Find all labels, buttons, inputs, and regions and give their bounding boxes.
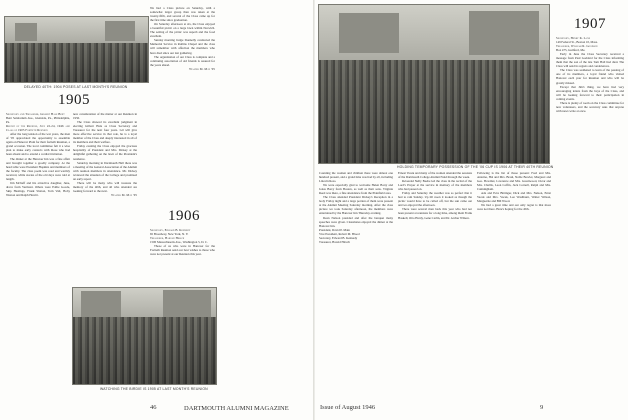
column-1905-middle bbox=[73, 112, 137, 282]
column-1905-right bbox=[150, 6, 215, 202]
photo-caption-1905: WATCHING THE BIRDIE IS 1905 AT LAST MONTH'S REUNION bbox=[100, 387, 208, 391]
column-1906-a bbox=[319, 171, 393, 399]
issue-line: Issue of August 1946 bbox=[320, 404, 376, 411]
reunion-photo-1905 bbox=[72, 287, 217, 385]
paragraph: We had a Class picture on Saturday, with a somewhat larger group than was taken at the twenty-fifth, and several of the Class came up for the first time since graduation. bbox=[150, 6, 215, 23]
signature: Walter M. May '05 bbox=[111, 192, 137, 197]
paragraph: Sunday morning Judge Donnelly conducted the Memorial Service in Rollins Chapel and the class will remember with affection the members who have died since our last gathering. bbox=[150, 38, 215, 55]
paragraph: The Class attended President Dickey's Reception in a body Friday night and a large portion of them were present at the Alumni Meeting Saturday morning. After the class picture we took Saturday afternoon, the members were entertained by the Hanover Inn Thursday evening. bbox=[319, 195, 393, 216]
paragraph: There is plenty of room on the Class committee for new volunteers, and the secretary asks that anyone with news write at once. bbox=[556, 100, 624, 113]
class-year-heading-1905: 1905 bbox=[58, 92, 90, 108]
class-year-heading-1906: 1906 bbox=[168, 208, 200, 224]
photo-caption-1906: HOLDING TEMPORARY POSSESSION OF THE '06 CUP IS 1906 AT THEIR 40TH REUNION bbox=[397, 165, 554, 169]
column-1906-c bbox=[477, 171, 551, 399]
paragraph: Counting the women and children there were almost one hundred present, and a grand time was had by all, including Lincoln Ross. bbox=[319, 171, 393, 184]
column-1906-intro bbox=[150, 228, 215, 284]
secretary-address: 65 Broadway, New York, N. Y. bbox=[150, 232, 189, 237]
secretary-line: Secretary, Edward B. Kennedy bbox=[150, 228, 191, 232]
paragraph: Except that Jim's thing, we have had very encouraging letters from the boys of the Class, and will be looking forward to their participation in coming events. bbox=[556, 84, 624, 101]
paragraph: Ernest Vacek and many of the women attended the sessions of the Dartmouth College Alumni Fund through the week. bbox=[398, 171, 472, 180]
secretary-line: Secretary, Henry K. Lane bbox=[556, 36, 591, 40]
treasurer-address: Box 475, Guilford, Me. bbox=[556, 48, 586, 53]
paragraph: Ada and Ezra Bittinger, Dick and Mrs. Nelson, Ernst Vacek and Mrs. Vacek, Lee Washburn, Walter Wilson, Marguerite and Bill Wood. bbox=[477, 191, 551, 204]
paragraph: Those of us who were in Hanover for the Fortieth Reunion send our best wishes to those who were not present at our Reunion this year. bbox=[150, 244, 215, 257]
officer-line: Vice President, Robert M. Blood bbox=[319, 231, 360, 236]
paragraph: After the long tension of the war years, the men of '05 appreciated the opportunity to assemble again on Hanover Plain for their fortieth Reunion, a grand occasion. The local committee felt it a wise plan to make early contacts with those who had been absent and to extend a cordial invitation. bbox=[6, 132, 70, 157]
secretary-address: Bent Sanitarium Ave., Glenside, Pa., Philadelphia, Pa. bbox=[6, 116, 70, 125]
treasurer-line: Treasurer, Harold Hirsch bbox=[150, 236, 185, 241]
paragraph: Jim Mcbuff and his attractive daughter, June, drove from Vermont. Others were Eddie Goode, Skip Hastings, Frank Slatton, Tom Vail, Hoby Weston and Ralph Hewitt. bbox=[6, 180, 70, 197]
secretary-address: 149 Federal St., Boston 10, Mass. bbox=[556, 40, 598, 45]
paragraph: Saturday morning in Dartmouth Hall there was a meeting of the General Association of the Alumni with reunion members in attendance. Mr. Dickey reviewed the situation of the College and promised an early report. bbox=[73, 160, 137, 181]
paragraph: Friday evening the Class enjoyed the gracious hospitality of President and Mrs. Dickey at the delightful gathering on the lawn of the President's residence. bbox=[73, 144, 137, 161]
paragraph: There will be many who will treasure the memory of the 40th, and all who attended are looking forward to the next. bbox=[73, 180, 137, 193]
column-1907 bbox=[556, 36, 624, 398]
report-heading: Report of the Reunion, July 22-24, 1946 and Class of 1905 Fortieth Reunion bbox=[6, 124, 70, 133]
right-page-number: 9 bbox=[540, 404, 544, 411]
column-1906-b bbox=[398, 171, 472, 399]
photo-caption-1904: DELAYED 40TH: 1904 POSES AT LAST MONTH'S REUNION bbox=[24, 85, 128, 89]
paragraph: On Saturday afternoon at six, the Class enjoyed a beautiful picnic on a large lawn within Norwich. The setting of the picnic was superb and the food excellent. bbox=[150, 22, 215, 39]
paragraph: The dinner at the Hanover Inn was a fine affair and brought together a goodly company. At the head table were President Hopkins and members of the faculty. The class poem was read and warmly received, while stories of the old days were told at length. bbox=[6, 156, 70, 181]
reunion-photo-1906 bbox=[318, 4, 550, 164]
page-gutter bbox=[313, 0, 315, 420]
treasurer-line: Treasurer, William R. Goodwin bbox=[556, 44, 598, 49]
signature: Walter M. May '05 bbox=[189, 66, 215, 71]
paragraph: There were several men back this year who had not been present at reunions for a long time, among them Frank Haskell, Otto Hardy, Gene Carlin, and Dr. Archer Wilson. bbox=[398, 207, 472, 220]
paragraph: We were especially glad to welcome Helen Barry and Jonas Barry from Boston, as well as their sons. Virginia Reed was there, a fine attendance from the Plainfield area. bbox=[319, 183, 393, 196]
class-year-heading-1907: 1907 bbox=[574, 16, 606, 32]
magazine-title: DARTMOUTH ALUMNI MAGAZINE bbox=[184, 405, 289, 412]
officer-line: Secretary, Edward B. Kennedy bbox=[319, 235, 358, 240]
treasurer-address: 1500 Massachusetts Ave., Washington 5, D. C. bbox=[150, 240, 208, 245]
secretary-line: Secretary and Treasurer, Gilbert Hale Bent bbox=[6, 112, 65, 116]
reunion-photo-1904 bbox=[4, 16, 149, 83]
left-page-number: 46 bbox=[150, 404, 157, 411]
paragraph: new consideration of the matter at our Reunion in 1950. bbox=[73, 112, 137, 121]
paragraph: The Class was saddened to learn of the passing of one of its members, a loyal friend who visited Hanover each year for Reunion and who will be greatly missed. bbox=[556, 68, 624, 85]
paragraph: Dean Nelson presided and after the banquet many speeches were given. Classmates enjoyed the dinner at the Hanover Inn. bbox=[319, 215, 393, 228]
column-1905-left bbox=[6, 112, 70, 397]
paragraph: Friday and Saturday the weather was so perfect that it had to rain Sunday. Up till noon it looked as though the picnic would have to be called off, but the sun came out and we enjoyed the afternoon. bbox=[398, 191, 472, 208]
paragraph: Reverend Nelly Beebe led the class in the recital of the Lord's Prayer at the service in memory of the members who had passed on. bbox=[398, 179, 472, 192]
paragraph: Following is the list of those present: Fred and Mrs. Antoine, Hal and Mrs. Braul, Noble Bowler, Margaret and Geo. Bowlder, Lawrence and Mrs. Greenwood, Oscar and Mrs. Challis, Leon Coffin, Jack Cornell, Ralph and Mrs. Cunningham. bbox=[477, 171, 551, 192]
paragraph: The Class showed its excellent judgment in electing Gilbert Hale as Class Secretary and Treasurer for the next four years. Gil will give more effective service in that role, he is a loyal member of the Class and deeply interested in all of its members and their welfare. bbox=[73, 120, 137, 145]
paragraph: We had a great time and our only regret is that more were not there. Here's hoping for the 45th. bbox=[477, 203, 551, 212]
paragraph: Early in June the Class Secretary received a message from Paul Goddard for the Class informing them that the son of the late Tom Hall had died. The Class will send its regrets and condolences. bbox=[556, 52, 624, 69]
officer-line: Treasurer, Harold Hirsch bbox=[319, 239, 350, 244]
paragraph: The organization of our Class is complete and a continuing association of old friends is assured for the years ahead. bbox=[150, 54, 215, 67]
officer-line: President, David P. Main bbox=[319, 227, 350, 232]
